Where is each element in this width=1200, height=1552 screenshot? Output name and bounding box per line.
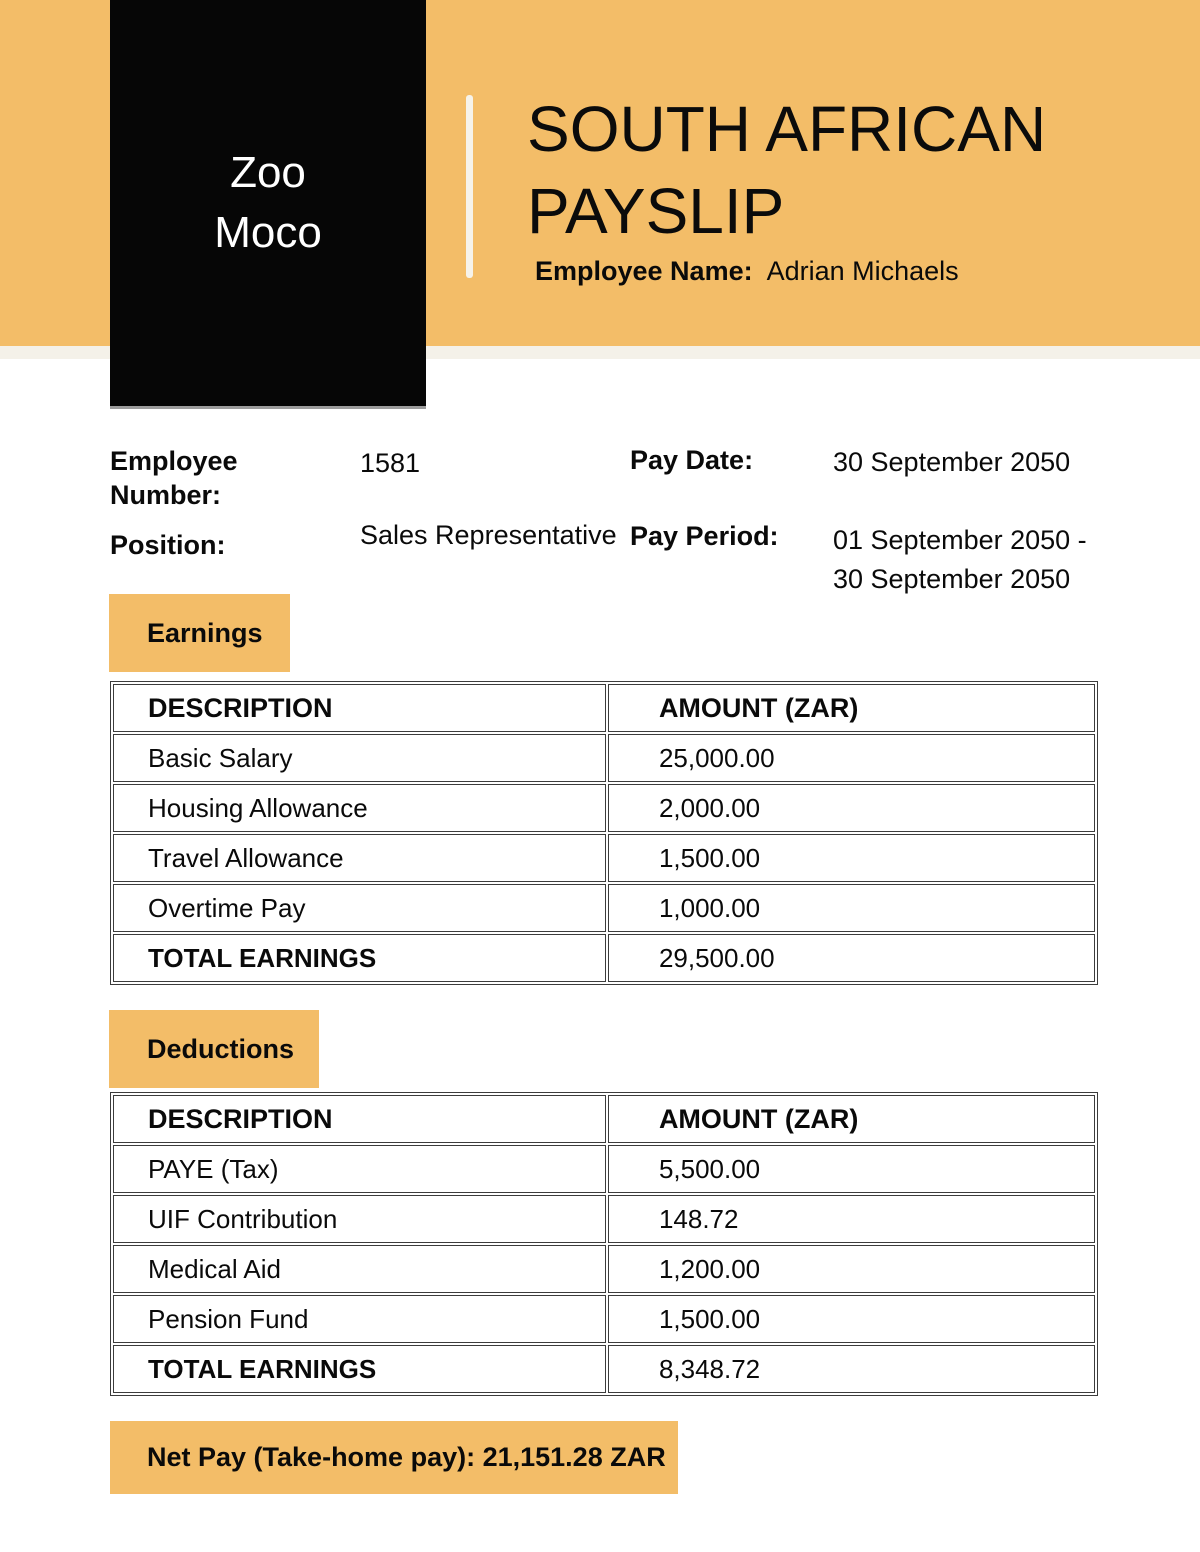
deductions-row-description: UIF Contribution <box>113 1195 606 1243</box>
deductions-row-amount: 148.72 <box>608 1195 1095 1243</box>
table-row <box>113 734 1095 782</box>
table-row <box>113 1195 1095 1243</box>
deductions-row-amount: 1,500.00 <box>608 1295 1095 1343</box>
logo-line1: Zoo <box>230 148 306 197</box>
title-divider-line <box>466 95 473 278</box>
pay-date-value: 30 September 2050 <box>833 447 1071 477</box>
pay-period-label: Pay Period: <box>630 521 779 551</box>
table-row <box>113 1245 1095 1293</box>
table-row <box>113 834 1095 882</box>
deductions-section-badge <box>109 1010 319 1088</box>
earnings-total-value: 29,500.00 <box>608 934 1095 982</box>
page-title-line2: PAYSLIP <box>527 175 785 247</box>
page-title-line1: SOUTH AFRICAN <box>527 93 1047 165</box>
earnings-row-amount: 1,000.00 <box>608 884 1095 932</box>
earnings-table <box>110 681 1098 985</box>
deductions-section-label: Deductions <box>147 1033 295 1064</box>
earnings-section-badge <box>109 594 290 672</box>
company-logo-text <box>214 143 322 263</box>
earnings-row-description: Basic Salary <box>113 734 606 782</box>
deductions-row-description: Medical Aid <box>113 1245 606 1293</box>
page-title <box>527 88 1046 252</box>
employee-number-label: Employee Number: <box>110 446 238 510</box>
earnings-row-description: Housing Allowance <box>113 784 606 832</box>
deductions-row-description: PAYE (Tax) <box>113 1145 606 1193</box>
deductions-col-amount: AMOUNT (ZAR) <box>608 1095 1095 1143</box>
earnings-section-label: Earnings <box>147 617 263 648</box>
earnings-total-label: TOTAL EARNINGS <box>113 934 606 982</box>
deductions-total-row <box>113 1345 1095 1393</box>
earnings-col-description: DESCRIPTION <box>113 684 606 732</box>
employee-name-label: Employee Name: <box>535 256 753 286</box>
earnings-total-row <box>113 934 1095 982</box>
deductions-total-value: 8,348.72 <box>608 1345 1095 1393</box>
table-row <box>113 1295 1095 1343</box>
table-row <box>113 784 1095 832</box>
employee-name-row <box>535 256 959 287</box>
employee-name-value: Adrian Michaels <box>766 256 959 286</box>
earnings-col-amount: AMOUNT (ZAR) <box>608 684 1095 732</box>
net-pay-bar <box>110 1421 678 1494</box>
earnings-row-description: Travel Allowance <box>113 834 606 882</box>
net-pay-label: Net Pay (Take-home pay): 21,151.28 ZAR <box>147 1442 666 1472</box>
logo-line2: Moco <box>214 208 322 257</box>
company-logo <box>110 0 426 409</box>
position-value: Sales Representative <box>360 520 617 550</box>
earnings-row-amount: 25,000.00 <box>608 734 1095 782</box>
deductions-col-description: DESCRIPTION <box>113 1095 606 1143</box>
earnings-header-row <box>113 684 1095 732</box>
deductions-total-label: TOTAL EARNINGS <box>113 1345 606 1393</box>
deductions-row-amount: 5,500.00 <box>608 1145 1095 1193</box>
pay-date-label: Pay Date: <box>630 445 754 475</box>
deductions-row-description: Pension Fund <box>113 1295 606 1343</box>
position-label: Position: <box>110 530 226 560</box>
deductions-header-row <box>113 1095 1095 1143</box>
deductions-table <box>110 1092 1098 1396</box>
table-row <box>113 1145 1095 1193</box>
deductions-row-amount: 1,200.00 <box>608 1245 1095 1293</box>
earnings-row-amount: 2,000.00 <box>608 784 1095 832</box>
table-row <box>113 884 1095 932</box>
pay-period-value: 01 September 2050 - 30 September 2050 <box>833 525 1087 594</box>
earnings-row-amount: 1,500.00 <box>608 834 1095 882</box>
earnings-row-description: Overtime Pay <box>113 884 606 932</box>
employee-number-value: 1581 <box>360 448 421 478</box>
